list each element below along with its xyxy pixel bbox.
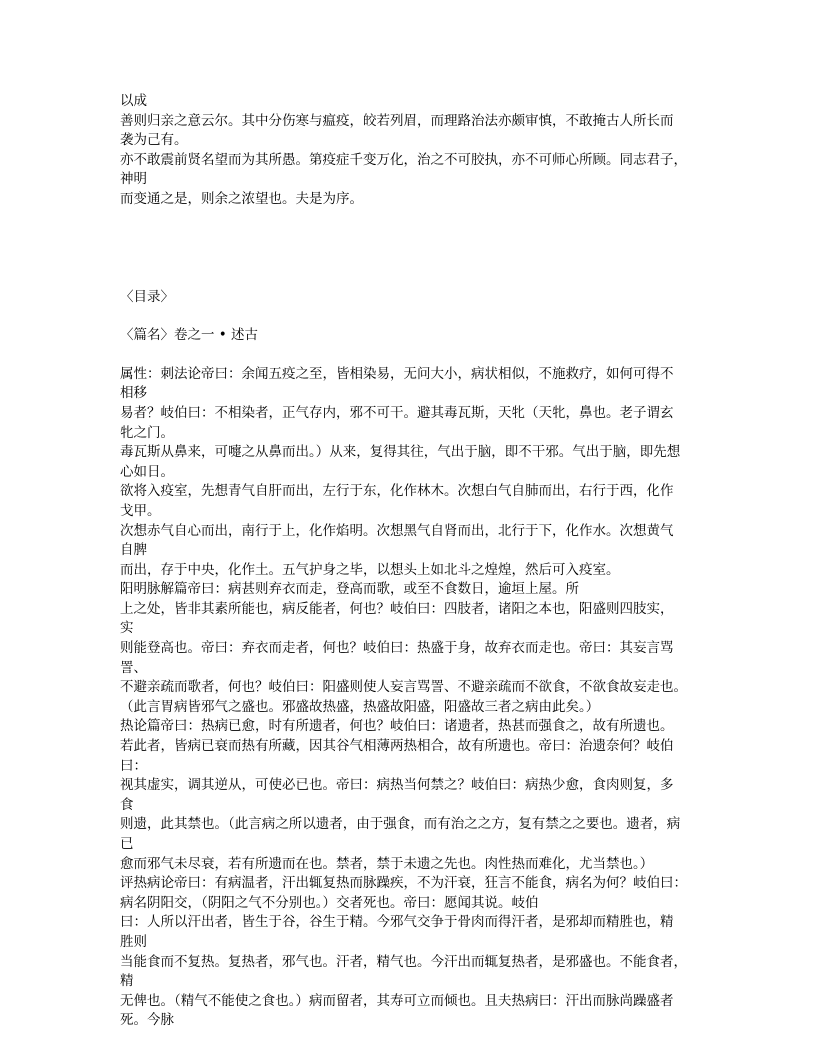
section-spacer [120,210,700,288]
body-line: 食 [120,796,134,813]
body-line: 无俾也。（精气不能使之食也。）病而留者，其寿可立而倾也。且夫热病曰：汗出而脉尚躁盛者 [120,992,674,1009]
preface-line: 以成 [120,93,147,109]
document-page [120,92,700,1031]
section-spacer [120,346,700,365]
body-line: 若此者，皆病已衰而热有所藏，因其谷气相薄两热相合，故有所遗也。帝曰：治遗奈何？岐伯 [120,738,674,755]
body-line: 牝之门。 [120,424,174,441]
preface-line: 亦不敢震前贤名望而为其所愚。第疫症千变万化，治之不可胶执，亦不可师心所顾。同志君子， [120,151,687,168]
body-line: 毒瓦斯从鼻来，可嚏之从鼻而出。）从来，复得其往，气出于脑，即不干邪。气出于脑，即先想 [120,444,681,461]
preface-line: 善则归亲之意云尔。其中分伤寒与瘟疫，皎若列眉，而理路治法亦颇审慎，不敢掩古人所长而 [120,112,674,129]
body-line: 心如日。 [120,463,174,480]
body-line: 热论篇帝曰：热病已愈，时有所遗者，何也？岐伯曰：诸遗者，热甚而强食之，故有所遗也。 [120,718,674,735]
body-line: 实 [120,620,134,637]
body-line: 而出，存于中央，化作土。五气护身之毕，以想头上如北斗之煌煌，然后可入疫室。 [120,561,620,578]
body-line: 属性：刺法论帝曰：余闻五疫之至，皆相染易，无问大小，病状相似，不施救疗，如何可得不 [120,365,674,382]
body-section [120,365,700,1031]
body-line: 则遗，此其禁也。（此言病之所以遗者，由于强食，而有治之之方，复有禁之之要也。遗者，病 [120,816,681,833]
section-spacer [120,307,700,326]
chapter-heading: 〈篇名〉卷之一 • 述古 [120,327,259,344]
body-line: 阳明脉解篇帝曰：病甚则弃衣而走，登高而歌，或至不食数日，逾垣上屋。所 [120,581,579,598]
body-line: 胜则 [120,933,147,950]
preface-section [120,92,700,210]
body-line: 愈而邪气未尽衰，若有所遗而在也。禁者，禁于未遗之先也。肉性热而难化，尤当禁也。） [120,855,654,872]
body-line: 已 [120,836,134,852]
body-line: 欲将入疫室，先想青气自肝而出，左行于东，化作林木。次想白气自肺而出，右行于西，化作 [120,483,674,500]
body-line: 曰：人所以汗出者，皆生于谷，谷生于精。今邪气交争于骨肉而得汗者，是邪却而精胜也，精 [120,914,674,931]
body-line: 上之处，皆非其素所能也，病反能者，何也？岐伯曰：四肢者，诸阳之本也，阳盛则四肢实， [120,600,674,617]
body-line: 病名阴阳交，（阴阳之气不分别也。）交者死也。帝曰：愿闻其说。岐伯 [120,894,539,911]
toc-heading: 〈目录〉 [120,288,174,305]
body-line: 詈、 [120,659,147,676]
preface-line: 神明 [120,171,147,188]
body-line: 精 [120,973,134,990]
body-line: 当能食而不复热。复热者，邪气也。汗者，精气也。今汗出而辄复热者，是邪盛也。不能食者， [120,953,687,970]
body-line: 次想赤气自心而出，南行于上，化作焰明。次想黑气自肾而出，北行于下，化作水。次想黄气 [120,522,674,539]
body-line: 视其虚实，调其逆从，可使必已也。帝曰：病热当何禁之？岐伯曰：病热少愈，食肉则复，多 [120,777,674,794]
body-line: 自脾 [120,542,147,559]
preface-line: 袭为己有。 [120,132,188,149]
body-line: 则能登高也。帝曰：弃衣而走者，何也？岐伯曰：热盛于身，故弃衣而走也。帝曰：其妄言骂 [120,640,674,657]
body-line: 死。今脉 [120,1012,174,1029]
body-line: 不避亲疏而歌者，何也？岐伯曰：阳盛则使人妄言骂詈、不避亲疏而不欲食，不欲食故妄走也。 [120,679,687,696]
body-line: 曰： [120,757,147,774]
body-line: 评热病论帝曰：有病温者，汗出辄复热而脉躁疾，不为汗衰，狂言不能食，病名为何？岐伯曰： [120,875,687,892]
body-line: （此言胃病皆邪气之盛也。邪盛故热盛，热盛故阳盛，阳盛故三者之病由此矣。） [120,698,600,715]
preface-line: 而变通之是，则余之浓望也。夫是为序。 [120,190,363,207]
body-line: 易者？岐伯曰：不相染者，正气存内，邪不可干。避其毒瓦斯，天牝（天牝，鼻也。老子谓玄 [120,404,674,421]
body-line: 相移 [120,385,147,402]
body-line: 戈甲。 [120,502,161,519]
